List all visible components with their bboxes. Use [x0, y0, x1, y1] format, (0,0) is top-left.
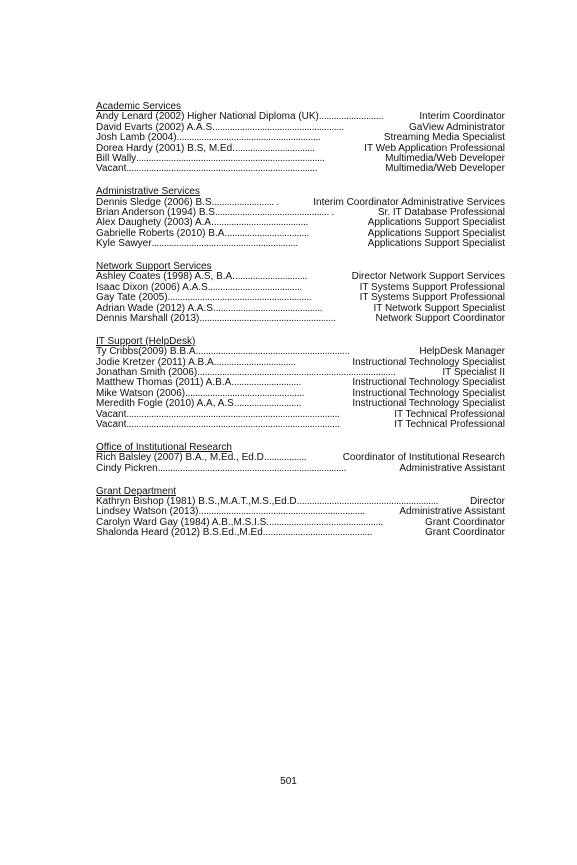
leader-dots: ...................................................................................... — [126, 409, 340, 420]
staff-name: Dennis Marshall (2013) — [96, 312, 200, 324]
leader-dots: .......................... — [318, 112, 384, 123]
leader-dots: ...................................... — [207, 282, 302, 293]
leader-dots: ................................. — [227, 228, 309, 239]
section-administrative-services — [96, 186, 505, 249]
staff-name: Josh Lamb (2004) — [96, 132, 177, 144]
staff-title: Applications Support Specialist — [367, 238, 505, 250]
staff-row — [96, 464, 505, 474]
section-it-support-helpdesk — [96, 336, 505, 431]
staff-title: Grant Coordinator — [424, 527, 505, 539]
staff-name: Meredith Fogle (2010) A.A, A.S. — [96, 398, 237, 410]
staff-name: Brian Anderson (1994) B.S — [96, 206, 215, 218]
staff-name: Matthew Thomas (2011) A.B.A. — [96, 377, 235, 389]
leader-dots: ........................................................ — [299, 496, 439, 507]
staff-name: Adrian Wade (2012) A.A.S. — [96, 302, 216, 314]
staff-name: Dennis Sledge (2006) B.S. — [96, 196, 215, 208]
leader-dots: ........................... — [234, 378, 301, 389]
staff-row — [96, 314, 505, 324]
page-number: 501 — [280, 776, 297, 787]
leader-dots: .......................... — [236, 399, 302, 410]
section-heading: Network Support Services — [96, 261, 212, 273]
staff-title: Instructional Technology Specialist — [352, 377, 505, 389]
leader-dots: ................ — [266, 453, 307, 464]
staff-name: Bill Wally — [96, 152, 137, 164]
staff-name: Cindy Pickren — [96, 462, 158, 474]
staff-title: IT Web Application Professional — [364, 142, 505, 154]
staff-name: Ashley Coates (1998) A.S, B.A.. — [96, 271, 238, 283]
leader-dots: ...................................................................................... — [126, 420, 340, 431]
leader-dots: .......................................................... — [167, 293, 312, 304]
staff-name: Isaac Dixon (2006) A.A.S — [96, 281, 208, 293]
staff-title: Instructional Technology Specialist — [352, 398, 505, 410]
staff-title: Grant Coordinator — [424, 516, 505, 528]
staff-title: Director Network Support Services — [351, 271, 505, 283]
staff-name: Rich Balsley (2007) B.A., M.Ed., Ed.D. — [96, 452, 267, 464]
leader-dots: ........................................... — [215, 303, 323, 314]
leader-dots: .............................................. . — [214, 207, 334, 218]
section-academic-services — [96, 101, 505, 175]
leader-dots: ................................ — [216, 357, 296, 368]
leader-dots: .................................................................. — [201, 507, 365, 518]
leader-dots: ............................................................. — [198, 347, 350, 358]
leader-dots: ............................................................................ — [157, 463, 347, 474]
staff-title: Applications Support Specialist — [367, 227, 505, 239]
staff-title: Multimedia/Web Developer — [385, 163, 505, 175]
staff-title: Interim Coordinator — [419, 111, 505, 123]
staff-name: Dorea Hardy (2001) B.S, M.Ed.. — [96, 142, 238, 154]
leader-dots: ............................ — [237, 272, 308, 283]
section-heading: Office of Institutional Research — [96, 441, 232, 453]
staff-name: Ty Cribbs(2009) B.B.A. — [96, 346, 199, 358]
staff-title: HelpDesk Manager — [419, 346, 505, 358]
staff-title: IT Network Support Specialist — [373, 302, 505, 314]
staff-name: Kyle Sawyer — [96, 238, 152, 250]
staff-title: IT Specialist II — [442, 367, 505, 378]
staff-title: Administrative Assistant — [399, 506, 505, 518]
staff-title: Director — [469, 495, 505, 507]
section-office-of-institutional-research — [96, 442, 505, 474]
staff-name: Alex Daughety (2003) A.A. — [96, 217, 214, 229]
leader-dots: ............................... — [237, 143, 315, 154]
staff-name: Vacant — [96, 163, 127, 175]
section-grant-department — [96, 486, 505, 539]
staff-title: IT Technical Professional — [394, 408, 505, 420]
staff-row — [96, 164, 505, 174]
staff-name: Jodie Kretzer (2011) A.B.A. — [96, 356, 217, 368]
staff-name: Vacant — [96, 419, 127, 431]
staff-name: Mike Watson (2006) — [96, 387, 186, 399]
staff-row — [96, 528, 505, 538]
staff-name: Gay Tate (2005) — [96, 292, 168, 304]
leader-dots: .......................................................... — [176, 133, 321, 144]
section-network-support-services — [96, 261, 505, 324]
staff-title: Streaming Media Specialist — [383, 132, 505, 144]
staff-title: IT Systems Support Professional — [359, 292, 505, 304]
staff-title: IT Technical Professional — [394, 419, 505, 431]
staff-title: Coordinator of Institutional Research — [342, 452, 505, 464]
section-heading: Grant Department — [96, 485, 177, 497]
staff-title: Applications Support Specialist — [367, 217, 505, 229]
staff-title: Sr. IT Database Professional — [377, 206, 505, 218]
leader-dots: .............................................. — [269, 517, 384, 528]
leader-dots: ................................................................................ — [197, 368, 396, 378]
leader-dots: .................................................... — [214, 122, 344, 133]
staff-name: Andy Lenard (2002) Higher National Diploma (UK) — [96, 111, 319, 123]
leader-dots: ............................................................................. — [126, 164, 318, 175]
staff-name: Carolyn Ward Gay (1984) A.B.,M.S.I.S. — [96, 516, 270, 528]
leader-dots: ............................................................................ — [136, 153, 325, 164]
staff-title: Instructional Technology Specialist — [352, 387, 505, 399]
leader-dots: ................................................ — [185, 388, 305, 399]
staff-name: Vacant — [96, 408, 127, 420]
staff-name: Jonathan Smith (2006) — [96, 367, 198, 378]
staff-title: GaView Administrator — [409, 121, 505, 133]
staff-title: Network Support Coordinator — [375, 312, 505, 324]
section-heading: Academic Services — [96, 101, 182, 112]
staff-title: Administrative Assistant — [399, 462, 505, 474]
staff-title: Multimedia/Web Developer — [385, 152, 505, 164]
leader-dots: ........................ . — [214, 197, 279, 208]
leader-dots: ........................................................... — [151, 239, 298, 250]
staff-name: Gabrielle Roberts (2010) B.A. — [96, 227, 228, 239]
staff-name: Kathryn Bishop (1981) B.S.,M.A.T.,M.S.,Ed.D. — [96, 495, 300, 507]
leader-dots: ....................................................... — [199, 313, 336, 324]
staff-name: Shalonda Heard (2012) B.S.Ed.,M.Ed. — [96, 527, 266, 539]
staff-row — [96, 420, 505, 430]
staff-name: Lindsey Watson (2013). — [96, 506, 202, 518]
leader-dots: ...................................... — [213, 218, 309, 229]
staff-title: IT Systems Support Professional — [359, 281, 505, 293]
staff-title: Interim Coordinator Administrative Services — [313, 196, 505, 208]
section-heading: IT Support (HelpDesk) — [96, 335, 196, 347]
section-heading: Administrative Services — [96, 186, 200, 198]
staff-directory — [96, 101, 505, 550]
leader-dots: ........................................... — [265, 528, 373, 539]
staff-title: Instructional Technology Specialist — [352, 356, 505, 368]
staff-name: David Evarts (2002) A.A.S. — [96, 121, 215, 133]
staff-row — [96, 239, 505, 249]
staff-row — [96, 133, 505, 143]
